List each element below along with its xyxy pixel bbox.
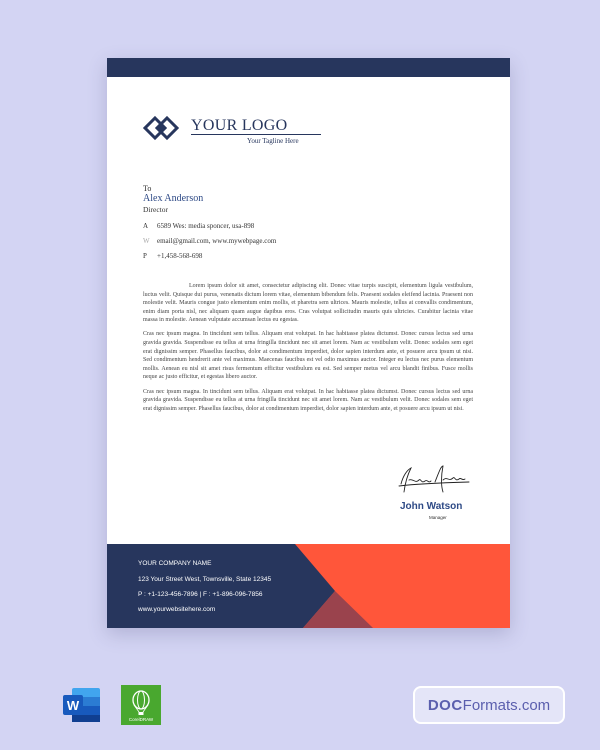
contact-address xyxy=(143,222,254,230)
svg-text:W: W xyxy=(66,698,80,713)
recipient-name: Alex Anderson xyxy=(143,193,204,204)
logo-diamond-icon xyxy=(143,116,189,142)
contact-value: +1,458-568-698 xyxy=(157,252,203,260)
recipient-title: Director xyxy=(143,205,168,214)
docformats-badge[interactable] xyxy=(413,686,565,724)
to-label: To xyxy=(143,184,152,193)
brand-rest: Formats.com xyxy=(462,697,551,714)
contact-value: 6589 Wes: media sponcer, usa-898 xyxy=(157,222,255,230)
coreldraw-icon[interactable] xyxy=(121,685,161,725)
signatory-name: John Watson xyxy=(400,501,463,512)
body-paragraph: Cras nec ipsum magna. In tincidunt sem tellus. Aliquam erat volutpat. In hac habitasse platea dictumst. Donec cursus lectus sed urna gravida gravida. Suspendisse eu tellus at urna fringilla tincidunt nec sit amet lorem. Nam ac vestibulum velit. Donec sodales sem eget erat dignissim semper. Phasellus faucibus, dolor at condimentum imperdiet, dolor sapien interdum ante, et posuere arcu ipsum ut nisi. Sed condimentum hendrerit ante vel maximus. Maecenas faucibus est vel odio maximus auctor. Integer eu lectus nec purus elementum mollis. Aenean eu nisl sit amet risus fermentum efficitur vestibulum eu est. Sed semper metus vel arcu blandit finibus. Fusce mollis neque ac justo efficitur, et egestas libero auctor. xyxy=(143,331,473,381)
body-paragraph: Cras nec ipsum magna. In tincidunt sem tellus. Aliquam erat volutpat. In hac habitasse platea dictumst. Donec cursus lectus sed urna gravida gravida. Suspendisse eu tellus at urna fringilla tincidunt nec sit amet lorem. Nam ac vestibulum velit. Donec sodales sem eget erat dignissim semper. Phasellus faucibus, dolor at condimentum imperdiet, dolor sapien interdum ante, et posuere arcu ipsum ut nisi. xyxy=(143,388,473,412)
coreldraw-label: CorelDRAW xyxy=(128,717,154,722)
ms-word-icon[interactable] xyxy=(62,685,102,725)
brand-bold: DOC xyxy=(427,697,463,714)
footer-graphic xyxy=(107,544,510,628)
signatory-role: Manager xyxy=(429,515,447,520)
letter-body xyxy=(143,282,473,419)
footer xyxy=(107,544,510,628)
top-header-band xyxy=(107,58,510,77)
contact-key: A xyxy=(143,222,149,230)
handwritten-signature xyxy=(395,462,475,498)
contact-key: W xyxy=(143,237,150,245)
body-paragraph: Lorem ipsum dolor sit amet, consectetur adipiscing elit. Donec vitae turpis suscipit, elementum ligula vestibulum, luctus velit. Quisque dui purus, venenatis dictum lorem vitae, elementum bibendum felis. Praesent sodales eleifend lacinia. Praesent non molestie velit. Mauris congue justo elementum enim mollis, et pharetra sem ultrices. Mauris molestie, tellus at convallis condimentum, enim diam porta nisl, nec aliquam quam augue dapibus eros. Cras volutpat sollicitudin mauris quis ultricies. Curabitur lacinia vitae massa in molestie. Aenean vulputate accumsan lectus eu egestas. xyxy=(143,283,473,324)
contact-phone xyxy=(143,252,202,260)
logo-tagline: Your Tagline Here xyxy=(247,137,299,145)
logo-title: YOUR LOGO xyxy=(191,117,288,134)
corel-balloon-icon xyxy=(121,687,161,717)
brand-wordmark xyxy=(415,697,563,714)
footer-address: 123 Your Street West, Townsville, State 12345 xyxy=(138,576,272,583)
contact-value: email@gmail.com, www.mywebpage.com xyxy=(157,237,277,245)
contact-web xyxy=(143,237,276,245)
footer-website: www.yourwebsitehere.com xyxy=(138,606,216,613)
logo-underline xyxy=(191,134,321,135)
letterhead-page xyxy=(107,58,510,628)
footer-company: YOUR COMPANY NAME xyxy=(138,560,212,567)
contact-key: P xyxy=(143,252,147,260)
recipient-block xyxy=(143,184,203,214)
footer-phone: P : +1-123-456-7896 | F : +1-896-096-7856 xyxy=(138,591,263,598)
